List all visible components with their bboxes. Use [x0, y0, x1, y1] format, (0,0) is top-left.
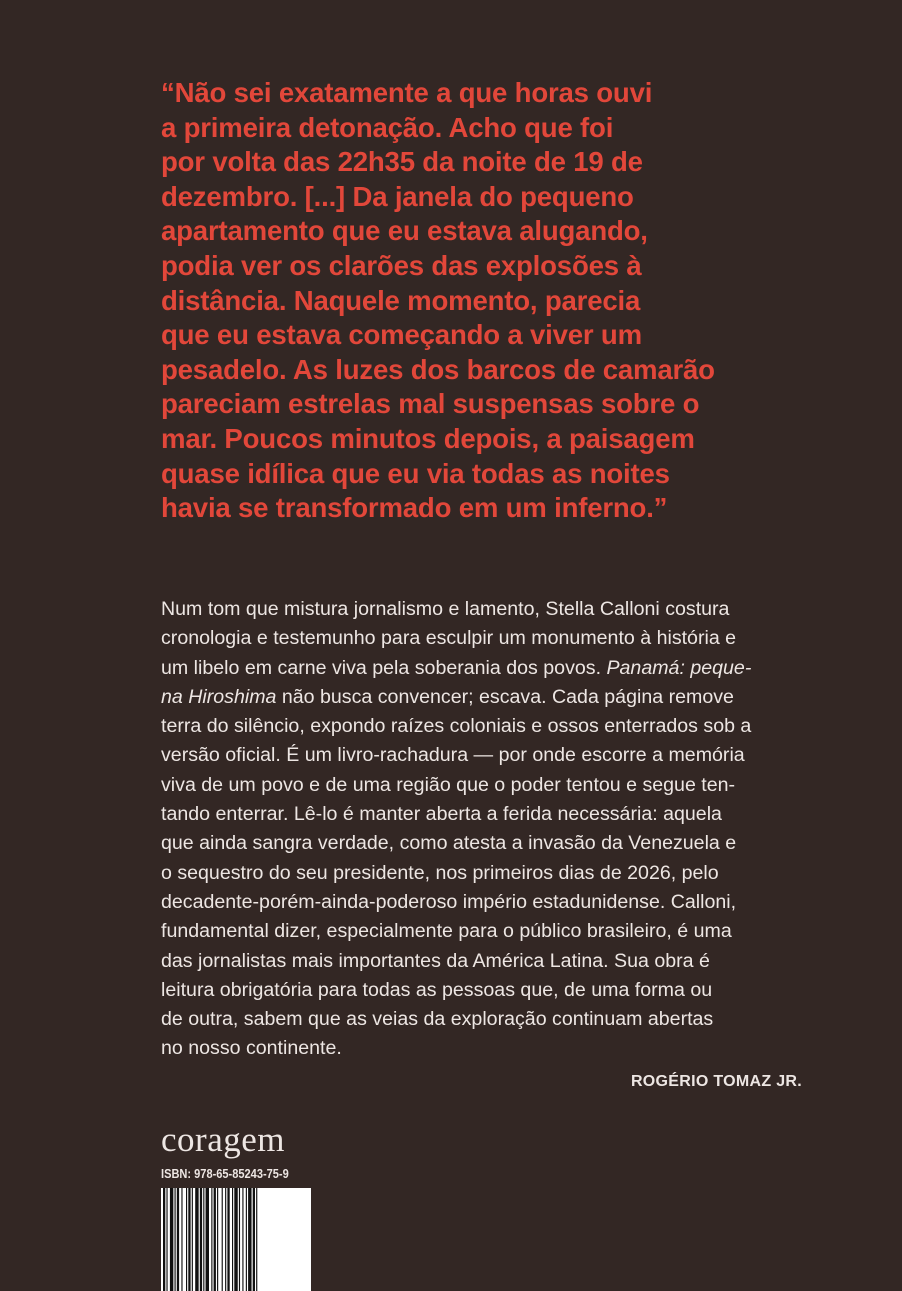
book-title-part: Panamá: peque-: [606, 656, 752, 679]
review-line: viva de um povo e de uma região que o poder tentou e segue ten-: [161, 773, 736, 796]
barcode-bar: [248, 1188, 251, 1291]
barcode-bar: [206, 1188, 209, 1291]
barcode-bar: [181, 1188, 182, 1291]
quote-line: pareciam estrelas mal suspensas sobre o: [161, 388, 700, 420]
barcode-bar: [188, 1188, 190, 1291]
review-line: leitura obrigatória para todas as pessoas que, de uma forma ou: [161, 978, 713, 1001]
quote-line: havia se transformado em um inferno.”: [161, 492, 668, 524]
barcode-bar: [234, 1188, 237, 1291]
book-title-part: na Hiroshima: [161, 685, 277, 708]
publisher-logo: coragem: [161, 1120, 285, 1159]
quote-line: por volta das 22h35 da noite de 19 de: [161, 146, 643, 178]
review-line: de outra, sabem que as veias da exploração continuam abertas: [161, 1008, 714, 1031]
quote-line: pesadelo. As luzes dos barcos de camarão: [161, 353, 715, 385]
barcode-bar: [163, 1188, 165, 1291]
review-author: ROGÉRIO TOMAZ JR.: [630, 1073, 802, 1090]
barcode-bar: [200, 1188, 202, 1291]
quote-line: a primeira detonação. Acho que foi: [161, 111, 614, 143]
review-line: cronologia e testemunho para esculpir um monumento à história e: [161, 627, 737, 650]
review-line: [161, 654, 806, 683]
barcode: [161, 1188, 311, 1291]
review-line: das jornalistas mais importantes da América Latina. Sua obra é: [161, 949, 710, 972]
quote-line: quase idílica que eu via todas as noites: [161, 457, 670, 489]
quote-line: que eu estava começando a viver um: [161, 319, 642, 351]
review-line: Num tom que mistura jornalismo e lamento, Stella Calloni costura: [161, 598, 730, 620]
quote-line: distância. Naquele momento, parecia: [161, 284, 641, 316]
review-line: terra do silêncio, expondo raízes coloniais e ossos enterrados sob a: [161, 715, 752, 738]
review-line: versão oficial. É um livro-rachadura — por onde escorre a memória: [161, 744, 745, 767]
quote-line: dezembro. [...] Da janela do pequeno: [161, 180, 634, 212]
barcode-bar: [166, 1188, 167, 1291]
review-line: decadente-porém-ainda-poderoso império estadunidense. Calloni,: [161, 890, 737, 913]
barcode-bar: [253, 1188, 255, 1291]
review-line: no nosso continente.: [161, 1037, 342, 1060]
review-line: [161, 683, 806, 712]
barcode-bar: [242, 1188, 243, 1291]
barcode-bar: [203, 1188, 204, 1291]
barcode-bar: [175, 1188, 176, 1291]
barcode-bar: [170, 1188, 173, 1291]
review-text-segment: um libelo em carne viva pela soberania dos povos.: [161, 656, 607, 679]
barcode-bar: [232, 1188, 233, 1291]
barcode-bar: [186, 1188, 187, 1291]
barcode-bar: [246, 1188, 247, 1291]
barcode-bar: [256, 1188, 257, 1291]
barcode-bar: [222, 1188, 223, 1291]
pull-quote: [161, 76, 801, 526]
review-text: [161, 595, 806, 1064]
barcode-bar: [239, 1188, 240, 1291]
review-text-segment: não busca convencer; escava. Cada página remove: [276, 685, 734, 708]
barcode-bar: [192, 1188, 193, 1291]
barcode-bar: [211, 1188, 212, 1291]
review-line: que ainda sangra verdade, como atesta a invasão da Venezuela e: [161, 832, 737, 855]
review-line: o sequestro do seu presidente, nos primeiros dias de 2026, pelo: [161, 861, 719, 884]
quote-line: mar. Poucos minutos depois, a paisagem: [161, 422, 695, 454]
barcode-bar: [214, 1188, 216, 1291]
quote-line: podia ver os clarões das explosões à: [161, 249, 642, 281]
barcode-bar: [227, 1188, 229, 1291]
quote-line: apartamento que eu estava alugando,: [161, 215, 648, 247]
barcode-bar: [225, 1188, 226, 1291]
isbn-number: ISBN: 978-65-85243-75-9: [161, 1166, 289, 1181]
barcode-bar: [177, 1188, 179, 1291]
review-line: tando enterrar. Lê-lo é manter aberta a ferida necessária: aquela: [161, 803, 722, 826]
quote-line: “Não sei exatamente a que horas ouvi: [161, 77, 653, 108]
barcode-bar: [217, 1188, 218, 1291]
review-line: fundamental dizer, especialmente para o público brasileiro, é uma: [161, 920, 732, 943]
barcode-bar: [195, 1188, 198, 1291]
